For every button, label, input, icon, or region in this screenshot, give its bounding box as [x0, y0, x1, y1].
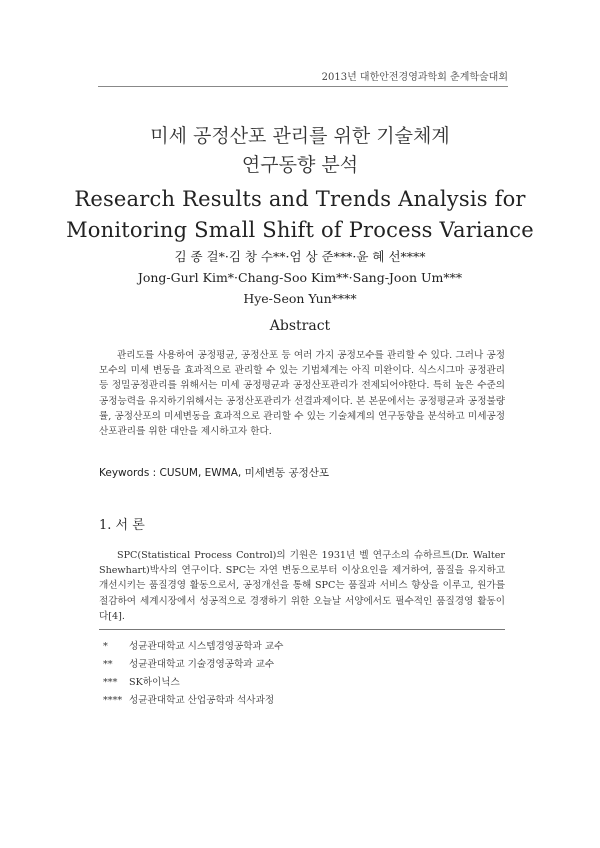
footnote-mark: ****: [103, 695, 123, 706]
footnote-item: [103, 656, 283, 674]
footnote-rule: [99, 629, 505, 630]
footnote-mark: ***: [103, 677, 118, 688]
running-header: 2013년 대한안전경영과학회 춘계학술대회: [321, 72, 508, 83]
title-block: [60, 122, 540, 246]
abstract-heading: Abstract: [269, 318, 331, 334]
section-body-introduction: [99, 548, 505, 624]
footnotes: [103, 638, 283, 710]
footnote-text: 성균관대학교 기술경영공학과 교수: [129, 659, 275, 670]
section-title-introduction: 1. 서 론: [99, 518, 145, 533]
title-korean-line2: 연구동향 분석: [241, 154, 359, 176]
keywords-line: Keywords : CUSUM, EWMA, 미세변동 공정산포: [99, 467, 330, 479]
title-english-line2: Monitoring Small Shift of Process Variance: [66, 218, 534, 242]
footnote-text: 성균관대학교 시스템경영공학과 교수: [129, 641, 284, 652]
title-korean-line1: 미세 공정산포 관리를 위한 기술체계: [150, 125, 450, 147]
footnote-text: SK하이닉스: [129, 677, 180, 688]
authors-korean: 김 종 걸*·김 창 수**·엄 상 준***·윤 혜 선****: [174, 249, 426, 264]
abstract-paragraph: 관리도를 사용하여 공정평균, 공정산포 등 여러 가지 공정모수를 관리할 수 있다. 그러나 공정모수의 미세 변동을 효과적으로 관리할 수 있는 기법체계는 아직 미완이다. 식스시그마 공정관리 등 정밀공정관리를 위해서는 미세 공정평균과 공정산포관리가 전제되어야한다. 특히 높은 수준의 공정능력을 유지하기위해서는 공정산포관리가 선결과제이다. 본 본문에서는 공정평균과 공정불량률, 공정산포의 미세변동을 효과적으로 관리할 수 있는 기술체계의 연구동향을 분석하고 미세공정산포관리를 위한 대안을 제시하고자 한다.: [99, 350, 505, 438]
footnote-mark: **: [103, 659, 113, 670]
abstract-body: [99, 348, 505, 439]
authors-english-line1: Jong-Gurl Kim*·Chang-Soo Kim**·Sang-Joon Um***: [137, 270, 463, 285]
title-english-line1: Research Results and Trends Analysis for: [74, 187, 526, 211]
introduction-paragraph: SPC(Statistical Process Control)의 기원은 1931년 벨 연구소의 슈하르트(Dr. Walter Shewhart)박사의 연구이다. SPC는 자연 변동으로부터 이상요인을 제거하여, 품질을 유지하고 개선시키는 품질경영 활동으로서, 공정개선을 통해 SPC는 품질과 서비스 향상을 이루고, 원가를 절감하여 세계시장에서 성공적으로 경쟁하기 위한 오늘날 서양에서도 필수적인 품질경영 활동이다[4].: [99, 550, 505, 622]
author-block: [60, 246, 540, 309]
footnote-text: 성균관대학교 산업공학과 석사과정: [129, 695, 275, 706]
authors-english-line2: Hye-Seon Yun****: [243, 291, 357, 306]
header-rule: [98, 86, 508, 87]
footnote-item: [103, 674, 283, 692]
footnote-mark: *: [103, 641, 108, 652]
footnote-item: [103, 638, 283, 656]
footnote-item: [103, 692, 283, 710]
